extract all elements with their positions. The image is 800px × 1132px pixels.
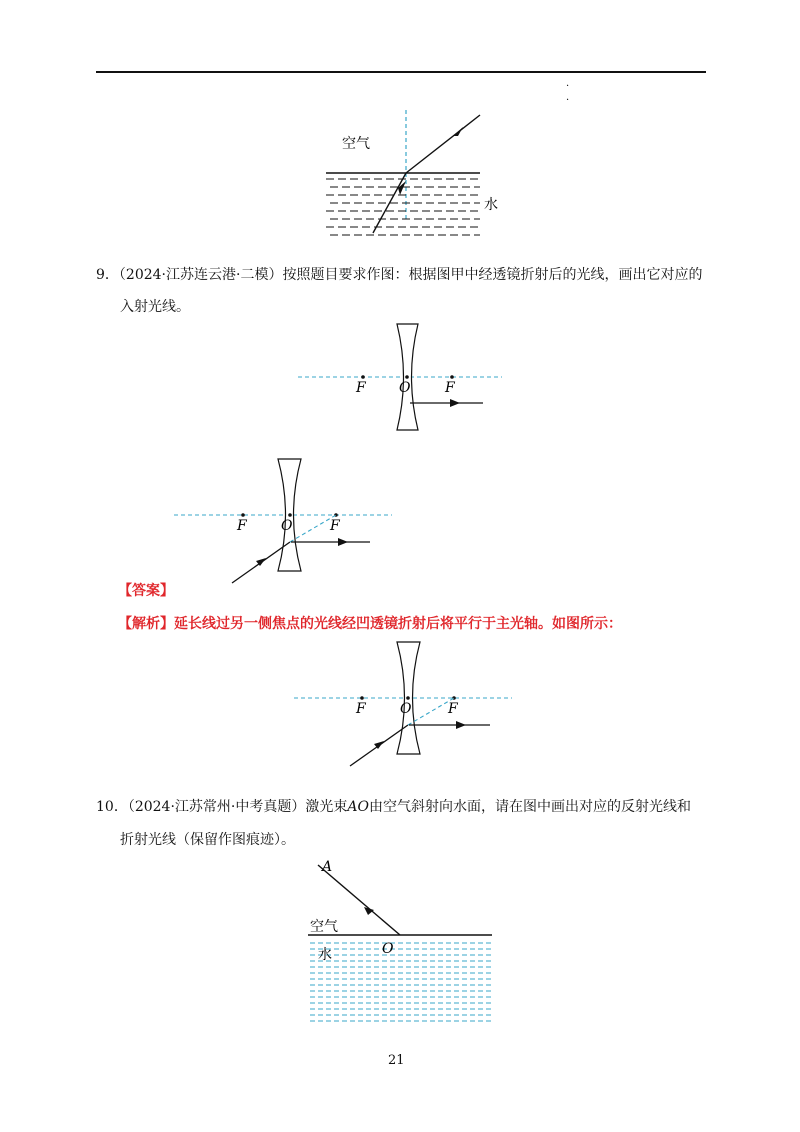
q9-line-1 xyxy=(96,265,702,285)
q10-text-1a: （2024·江苏常州·中考真题）激光束 xyxy=(127,799,348,815)
optical-center xyxy=(288,513,292,517)
water-hatching xyxy=(310,943,492,1021)
label-O: O xyxy=(382,941,394,957)
focus-left xyxy=(361,375,365,379)
figure-laser-water xyxy=(300,855,500,1025)
label-O: O xyxy=(281,518,293,534)
header-mark-2: · xyxy=(566,95,570,106)
analysis-label: 【解析】 xyxy=(118,616,174,632)
label-water: 水 xyxy=(484,197,498,213)
refracted-arrow xyxy=(338,538,348,546)
label-air: 空气 xyxy=(342,136,370,152)
focus-left xyxy=(241,513,245,517)
focus-left xyxy=(360,696,364,700)
figure-refraction-top xyxy=(320,105,520,240)
incident-ray xyxy=(406,115,480,173)
optical-center xyxy=(406,696,410,700)
figure-lens-drawn xyxy=(170,455,400,590)
header-rule xyxy=(96,71,706,73)
q10-number: 10． xyxy=(96,799,128,815)
page-number: 21 xyxy=(388,1053,405,1068)
label-air: 空气 xyxy=(310,919,338,935)
analysis-text: 延长线过另一侧焦点的光线经凹透镜折射后将平行于主光轴。如图所示： xyxy=(174,616,622,632)
label-O: O xyxy=(399,380,411,396)
label-A: A xyxy=(322,859,333,875)
ray-arrow xyxy=(450,399,460,407)
label-water: 水 xyxy=(318,947,332,963)
answer-label: 【答案】 xyxy=(118,583,174,599)
label-F-right: F xyxy=(445,380,455,396)
figure-lens-question xyxy=(290,318,510,436)
optical-center xyxy=(405,375,409,379)
q10-text-1b: 由空气斜射向水面，请在图中画出对应的反射光线和 xyxy=(368,799,691,815)
figure-lens-answer xyxy=(290,638,520,773)
analysis-line xyxy=(118,614,622,634)
focus-right xyxy=(450,375,454,379)
refracted-arrow xyxy=(456,721,466,729)
q10-ao: AO xyxy=(347,799,369,815)
label-O: O xyxy=(400,701,412,717)
q9-text-1: （2024·江苏连云港·二模）按照题目要求作图：根据图甲中经透镜折射后的光线，画出它对应的 xyxy=(118,267,703,283)
q9-line-2: 入射光线。 xyxy=(120,299,190,315)
label-F-right: F xyxy=(448,701,458,717)
header-mark: · xyxy=(566,81,570,92)
q10-line-2: 折射光线（保留作图痕迹）。 xyxy=(120,832,295,848)
q10-line-1 xyxy=(96,797,691,817)
label-F-right: F xyxy=(330,518,340,534)
refracted-ray xyxy=(373,173,406,233)
label-F-left: F xyxy=(356,701,366,717)
q9-number: 9． xyxy=(96,267,119,283)
label-F-left: F xyxy=(356,380,366,396)
refracted-arrow xyxy=(398,181,406,195)
label-F-left: F xyxy=(237,518,247,534)
